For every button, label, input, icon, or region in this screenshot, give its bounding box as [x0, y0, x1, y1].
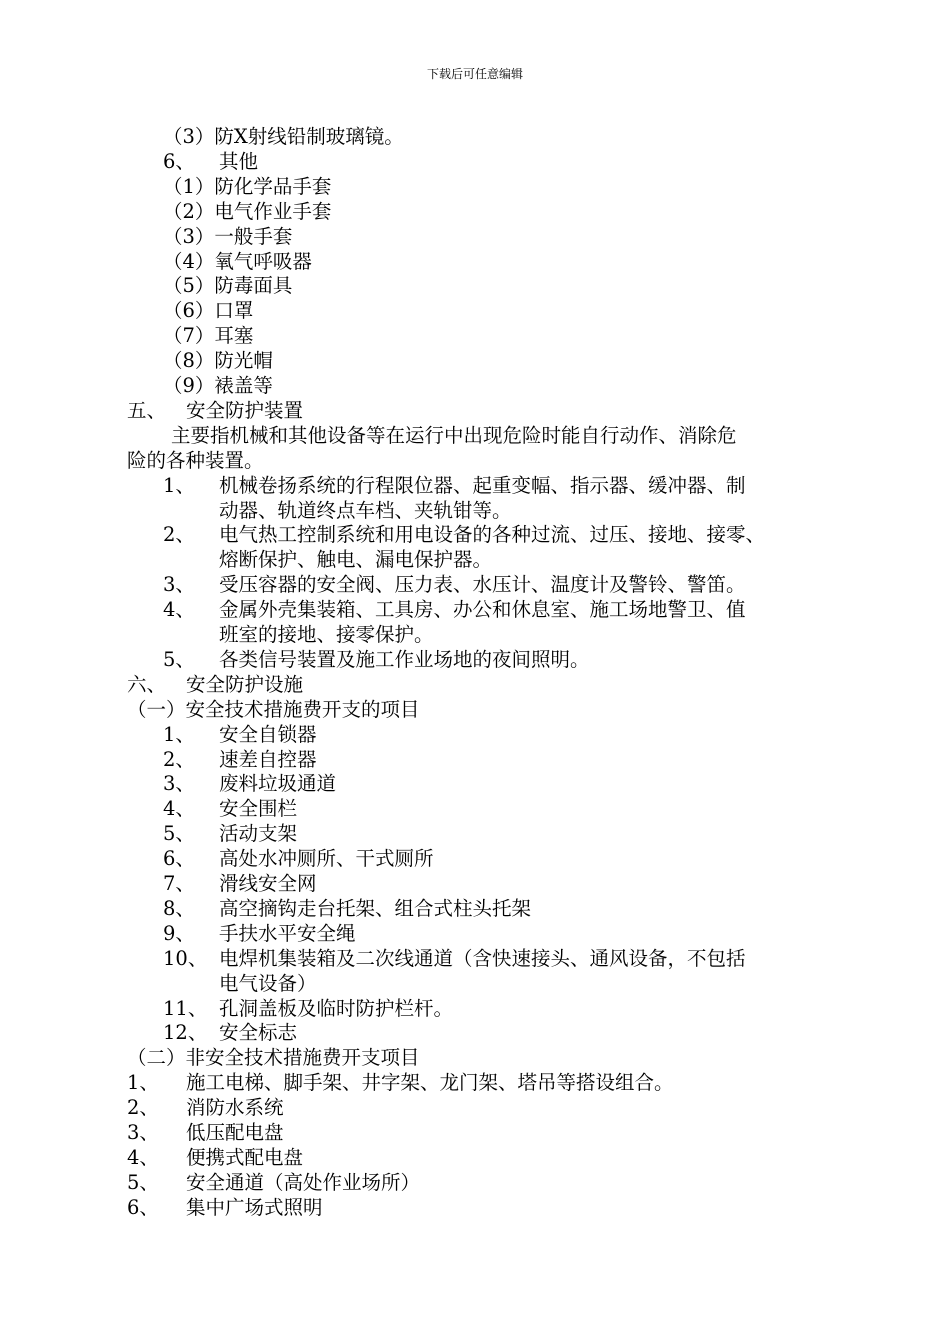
line-text: 动器、轨道终点车档、夹轨钳等。: [219, 498, 512, 522]
text-line: [0, 1020, 950, 1045]
line-text: 其他: [219, 149, 259, 173]
line-text: 电焊机集装箱及二次线通道（含快速接头、通风设备，不包括: [219, 946, 746, 970]
item-number: 6、: [127, 1195, 159, 1219]
line-text: 施工电梯、脚手架、井字架、龙门架、塔吊等搭设组合。: [186, 1071, 674, 1095]
text-line: [0, 572, 950, 597]
line-text: 集中广场式照明: [186, 1195, 323, 1219]
text-line: [0, 199, 950, 224]
text-line: [0, 323, 950, 348]
text-line: [0, 1095, 950, 1120]
text-line: [0, 747, 950, 772]
line-text: 熔断保护、触电、漏电保护器。: [219, 548, 493, 572]
line-text: 孔洞盖板及临时防护栏杆。: [219, 996, 454, 1020]
line-text: （3）防X射线铅制玻璃镜。: [163, 125, 404, 148]
text-line: [0, 473, 950, 498]
item-number: 7、: [163, 872, 195, 895]
text-line: [0, 298, 950, 323]
item-number: 6、: [163, 149, 195, 173]
item-number: 9、: [163, 921, 195, 945]
text-line: [0, 647, 950, 672]
text-line: [0, 697, 950, 722]
item-number: 4、: [163, 797, 195, 821]
text-line: [0, 996, 950, 1021]
text-line: [0, 796, 950, 821]
line-text: 安全通道（高处作业场所）: [186, 1170, 421, 1194]
line-text: 废料垃圾通道: [219, 772, 337, 796]
line-text: 险的各种装置。: [127, 448, 264, 472]
item-number: 六、: [127, 672, 167, 696]
text-line: [0, 896, 950, 921]
line-text: （一）安全技术措施费开支的项目: [127, 697, 420, 721]
item-number: 1、: [163, 722, 195, 746]
item-number: 11、: [163, 996, 208, 1020]
item-number: 3、: [163, 573, 195, 597]
text-line: [0, 1120, 950, 1145]
line-text: （8）防光帽: [163, 349, 273, 373]
text-line: [0, 846, 950, 871]
line-text: （2）电气作业手套: [163, 199, 332, 223]
text-line: [0, 971, 950, 996]
text-line: [0, 547, 950, 572]
line-text: 速差自控器: [219, 747, 317, 771]
text-line: [0, 398, 950, 423]
line-text: 主要指机械和其他设备等在运行中出现危险时能自行动作、消除危: [171, 423, 737, 447]
line-text: 安全防护设施: [186, 672, 304, 696]
item-number: 8、: [163, 896, 195, 920]
line-text: 高空摘钩走台托架、组合式柱头托架: [219, 896, 532, 920]
line-text: 各类信号装置及施工作业场地的夜间照明。: [219, 647, 590, 671]
text-line: [0, 522, 950, 547]
text-line: [0, 946, 950, 971]
item-number: 5、: [163, 647, 195, 671]
text-line: [0, 423, 950, 448]
line-text: 安全自锁器: [219, 722, 317, 746]
item-number: 12、: [163, 1021, 208, 1045]
item-number: 2、: [127, 1096, 159, 1120]
item-number: 五、: [127, 398, 167, 422]
line-text: 低压配电盘: [186, 1121, 284, 1144]
line-text: 安全标志: [219, 1021, 298, 1045]
text-line: [0, 224, 950, 249]
header-text: 下载后可任意编辑: [426, 67, 523, 81]
text-line: [0, 1145, 950, 1170]
item-number: 3、: [127, 1121, 159, 1144]
item-number: 3、: [163, 772, 195, 796]
text-line: [0, 373, 950, 398]
text-line: [0, 149, 950, 174]
item-number: 2、: [163, 523, 195, 547]
text-line: [0, 348, 950, 373]
line-text: （1）防化学品手套: [163, 174, 332, 198]
text-line: [0, 672, 950, 697]
line-text: 金属外壳集装箱、工具房、办公和休息室、施工场地警卫、值: [219, 598, 746, 622]
line-text: （7）耳塞: [163, 324, 254, 348]
text-line: [0, 124, 950, 149]
line-text: （6）口罩: [163, 299, 254, 323]
text-line: [0, 273, 950, 298]
text-line: [0, 871, 950, 896]
item-number: 4、: [163, 598, 195, 622]
text-line: [0, 597, 950, 622]
line-text: 机械卷扬系统的行程限位器、起重变幅、指示器、缓冲器、制: [219, 473, 746, 497]
text-line: [0, 821, 950, 846]
text-line: [0, 1070, 950, 1095]
line-text: 安全防护装置: [186, 398, 304, 422]
line-text: 受压容器的安全阀、压力表、水压计、温度计及警铃、警笛。: [219, 573, 746, 597]
text-line: [0, 498, 950, 523]
item-number: 1、: [163, 473, 195, 497]
text-line: [0, 622, 950, 647]
line-text: 高处水冲厕所、干式厕所: [219, 847, 434, 871]
line-text: （5）防毒面具: [163, 274, 293, 298]
text-line: [0, 448, 950, 473]
text-line: [0, 1195, 950, 1220]
line-text: 班室的接地、接零保护。: [219, 623, 434, 646]
text-line: [0, 921, 950, 946]
text-line: [0, 1045, 950, 1070]
text-line: [0, 771, 950, 796]
line-text: 电气热工控制系统和用电设备的各种过流、过压、接地、接零、: [219, 523, 766, 547]
line-text: （二）非安全技术措施费开支项目: [127, 1046, 420, 1070]
text-line: [0, 249, 950, 274]
item-number: 4、: [127, 1145, 159, 1169]
page-header: [0, 66, 950, 82]
item-number: 5、: [127, 1170, 159, 1194]
line-text: （4）氧气呼吸器: [163, 249, 312, 273]
item-number: 5、: [163, 822, 195, 846]
line-text: 活动支架: [219, 822, 298, 846]
line-text: 安全围栏: [219, 797, 298, 821]
text-line: [0, 722, 950, 747]
line-text: 手扶水平安全绳: [219, 921, 356, 945]
line-text: （3）一般手套: [163, 224, 293, 248]
item-number: 6、: [163, 847, 195, 871]
item-number: 1、: [127, 1071, 159, 1095]
line-text: 滑线安全网: [219, 872, 317, 895]
text-line: [0, 1170, 950, 1195]
item-number: 10、: [163, 946, 208, 970]
text-line: [0, 174, 950, 199]
line-text: 便携式配电盘: [186, 1145, 304, 1169]
line-text: （9）裱盖等: [163, 374, 273, 397]
line-text: 消防水系统: [186, 1096, 284, 1120]
line-text: 电气设备）: [219, 971, 317, 995]
item-number: 2、: [163, 747, 195, 771]
